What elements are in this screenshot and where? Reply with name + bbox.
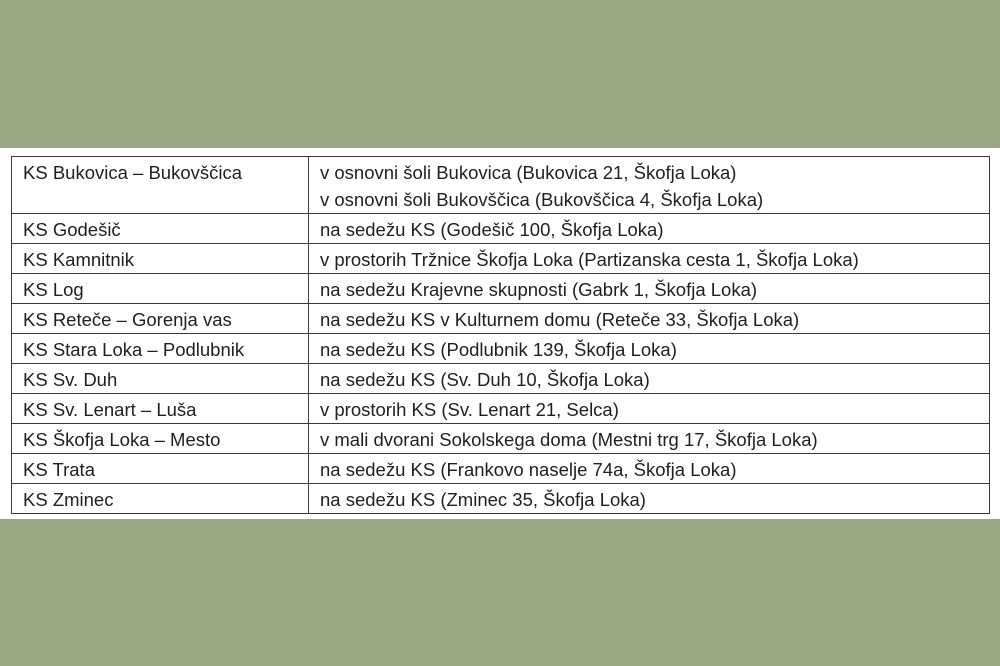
table-row	[12, 484, 990, 514]
location-cell: v prostorih Tržnice Škofja Loka (Partizanska cesta 1, Škofja Loka)	[309, 244, 990, 274]
district-cell: KS Zminec	[12, 484, 309, 514]
location-cell: na sedežu KS (Frankovo naselje 74a, Škofja Loka)	[309, 454, 990, 484]
location-line: v osnovni šoli Bukovščica (Bukovščica 4, Škofja Loka)	[320, 189, 764, 210]
table-row	[12, 394, 990, 424]
district-cell: KS Sv. Duh	[12, 364, 309, 394]
polling-locations-table	[11, 156, 990, 514]
district-cell: KS Bukovica – Bukovščica	[12, 157, 309, 214]
location-cell	[309, 157, 990, 214]
district-cell: KS Godešič	[12, 214, 309, 244]
location-line: v osnovni šoli Bukovica (Bukovica 21, Škofja Loka)	[320, 162, 737, 183]
location-cell: na sedežu KS (Podlubnik 139, Škofja Loka)	[309, 334, 990, 364]
district-cell: KS Škofja Loka – Mesto	[12, 424, 309, 454]
location-cell: na sedežu Krajevne skupnosti (Gabrk 1, Škofja Loka)	[309, 274, 990, 304]
table-row	[12, 157, 990, 214]
table-row	[12, 454, 990, 484]
district-cell: KS Kamnitnik	[12, 244, 309, 274]
district-cell: KS Stara Loka – Podlubnik	[12, 334, 309, 364]
table-row	[12, 334, 990, 364]
location-cell: na sedežu KS v Kulturnem domu (Reteče 33, Škofja Loka)	[309, 304, 990, 334]
location-cell: na sedežu KS (Godešič 100, Škofja Loka)	[309, 214, 990, 244]
table-row	[12, 304, 990, 334]
location-cell: na sedežu KS (Zminec 35, Škofja Loka)	[309, 484, 990, 514]
district-cell: KS Log	[12, 274, 309, 304]
table-row	[12, 424, 990, 454]
location-cell: v mali dvorani Sokolskega doma (Mestni trg 17, Škofja Loka)	[309, 424, 990, 454]
district-cell: KS Reteče – Gorenja vas	[12, 304, 309, 334]
table-row	[12, 244, 990, 274]
location-cell: na sedežu KS (Sv. Duh 10, Škofja Loka)	[309, 364, 990, 394]
document-sheet	[0, 148, 1000, 519]
table-row	[12, 214, 990, 244]
table-row	[12, 364, 990, 394]
district-cell: KS Trata	[12, 454, 309, 484]
location-cell: v prostorih KS (Sv. Lenart 21, Selca)	[309, 394, 990, 424]
table-row	[12, 274, 990, 304]
district-cell: KS Sv. Lenart – Luša	[12, 394, 309, 424]
